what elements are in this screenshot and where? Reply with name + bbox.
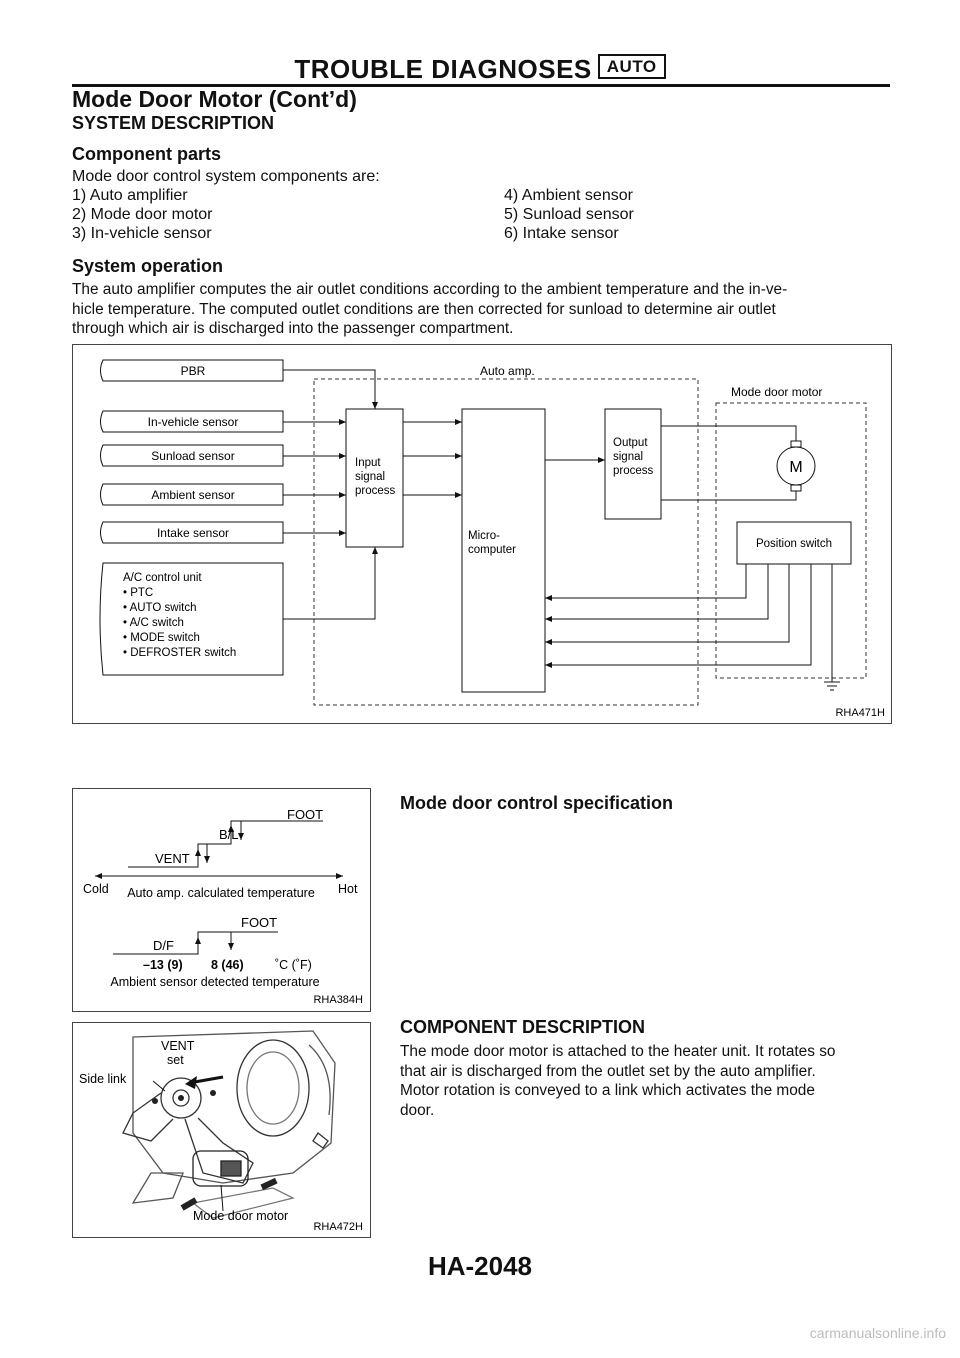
output-signal-process-block [605, 409, 661, 519]
para-line: through which air is discharged into the passenger compartment. [72, 320, 514, 337]
heater-unit-drawing [123, 1031, 335, 1218]
page-header [0, 54, 960, 85]
micro-block-line: computer [468, 544, 516, 556]
system-description-heading: SYSTEM DESCRIPTION [72, 113, 275, 133]
motor-group-label: Mode door motor [731, 385, 823, 399]
ac-unit-item: • MODE switch [123, 632, 200, 644]
para-line: Motor rotation is conveyed to a link which activates the mode [400, 1082, 815, 1099]
para-line: that air is discharged from the outlet set by the auto amplifier. [400, 1062, 816, 1080]
component-item: 3) In-vehicle sensor [72, 225, 212, 242]
component-description-paragraph [400, 1042, 890, 1120]
motor-terminal [791, 485, 801, 491]
component-parts-heading: Component parts [72, 144, 222, 164]
ac-unit-item: • PTC [123, 587, 154, 599]
intake-sensor-label: Intake sensor [156, 526, 230, 540]
vent-set-arrowhead [185, 1076, 197, 1089]
spec-chart-figure [72, 788, 371, 1012]
spec-top-axis-label: Auto amp. calculated temperature [127, 886, 315, 900]
input-block-line: signal [355, 471, 386, 483]
photo-side-link-label: Side link [79, 1072, 127, 1086]
system-operation-paragraph [72, 280, 890, 339]
motor-symbol-label: M [789, 459, 803, 476]
photo-set-label: set [167, 1053, 184, 1067]
position-switch-label: Position switch [755, 538, 833, 550]
side-link-leader [153, 1081, 165, 1091]
para-line: The auto amplifier computes the air outlet conditions according to the ambient temperature and the in-ve- [72, 281, 788, 298]
ac-unit-item: • DEFROSTER switch [123, 647, 237, 659]
figure-id: RHA472H [313, 1221, 363, 1233]
mechanical-detail [152, 1090, 278, 1211]
para-line: The mode door motor is attached to the heater unit. It rotates so [400, 1043, 836, 1060]
ac-unit-title: A/C control unit [123, 572, 202, 584]
component-item: 1) Auto amplifier [72, 187, 188, 204]
para-line: hicle temperature. The computed outlet conditions are then corrected for sunload to determine air outlet [72, 300, 776, 318]
mode-door-motor-photo-figure [72, 1022, 371, 1238]
component-parts-intro: Mode door control system components are: [72, 168, 380, 185]
component-item: 4) Ambient sensor [504, 187, 633, 204]
sunload-sensor-label: Sunload sensor [151, 449, 235, 463]
spec-bottom-foot: FOOT [241, 915, 278, 930]
motor-terminal [791, 441, 801, 447]
input-block-line: process [355, 485, 396, 497]
block-diagram [73, 345, 891, 723]
figure-id: RHA471H [835, 707, 885, 719]
in-vehicle-sensor-label: In-vehicle sensor [147, 415, 239, 429]
ac-unit-item: • A/C switch [123, 617, 184, 629]
spec-top-vent: VENT [155, 851, 190, 866]
para-line: door. [400, 1101, 435, 1119]
spec-value-1: –13 (9) [143, 958, 183, 972]
input-block-line: Input [355, 457, 381, 469]
header-subtitle: Mode Door Motor (Cont’d) [72, 86, 357, 112]
block-diagram-figure [72, 344, 892, 724]
micro-block-line: Micro- [468, 530, 500, 542]
photo-motor-label: Mode door motor [193, 1209, 289, 1223]
spec-chart [73, 789, 370, 1011]
spec-cold-label: Cold [83, 882, 109, 896]
pbr-label: PBR [180, 364, 206, 378]
spec-heading: Mode door control specification [400, 793, 674, 813]
spec-value-2: 8 (46) [211, 958, 244, 972]
spec-top-bl: B/L [219, 827, 239, 842]
ac-unit-item: • AUTO switch [123, 602, 197, 614]
spec-top-foot: FOOT [287, 807, 324, 822]
component-description-heading: COMPONENT DESCRIPTION [400, 1017, 646, 1037]
watermark[interactable]: carmanualsonline.info [809, 1325, 946, 1341]
spec-bottom-axis-label: Ambient sensor detected temperature [110, 975, 320, 989]
header-title: TROUBLE DIAGNOSES [294, 54, 592, 84]
component-item: 5) Sunload sensor [504, 206, 634, 223]
spec-unit: ˚C (˚F) [275, 958, 312, 972]
output-block-line: process [613, 465, 654, 477]
mode-door-motor-illustration [73, 1023, 370, 1237]
output-block-line: signal [613, 451, 644, 463]
auto-amp-label: Auto amp. [480, 364, 535, 378]
page-number: HA-2048 [427, 1251, 533, 1281]
component-item: 6) Intake sensor [504, 225, 619, 242]
spec-hot-label: Hot [338, 882, 358, 896]
component-item: 2) Mode door motor [72, 206, 213, 223]
system-operation-heading: System operation [72, 256, 224, 276]
figure-id: RHA384H [313, 994, 363, 1006]
photo-vent-label: VENT [161, 1039, 195, 1053]
spec-bottom-df: D/F [153, 938, 174, 953]
auto-badge: AUTO [598, 54, 666, 79]
ambient-sensor-label: Ambient sensor [151, 488, 235, 502]
output-block-line: Output [613, 437, 648, 449]
